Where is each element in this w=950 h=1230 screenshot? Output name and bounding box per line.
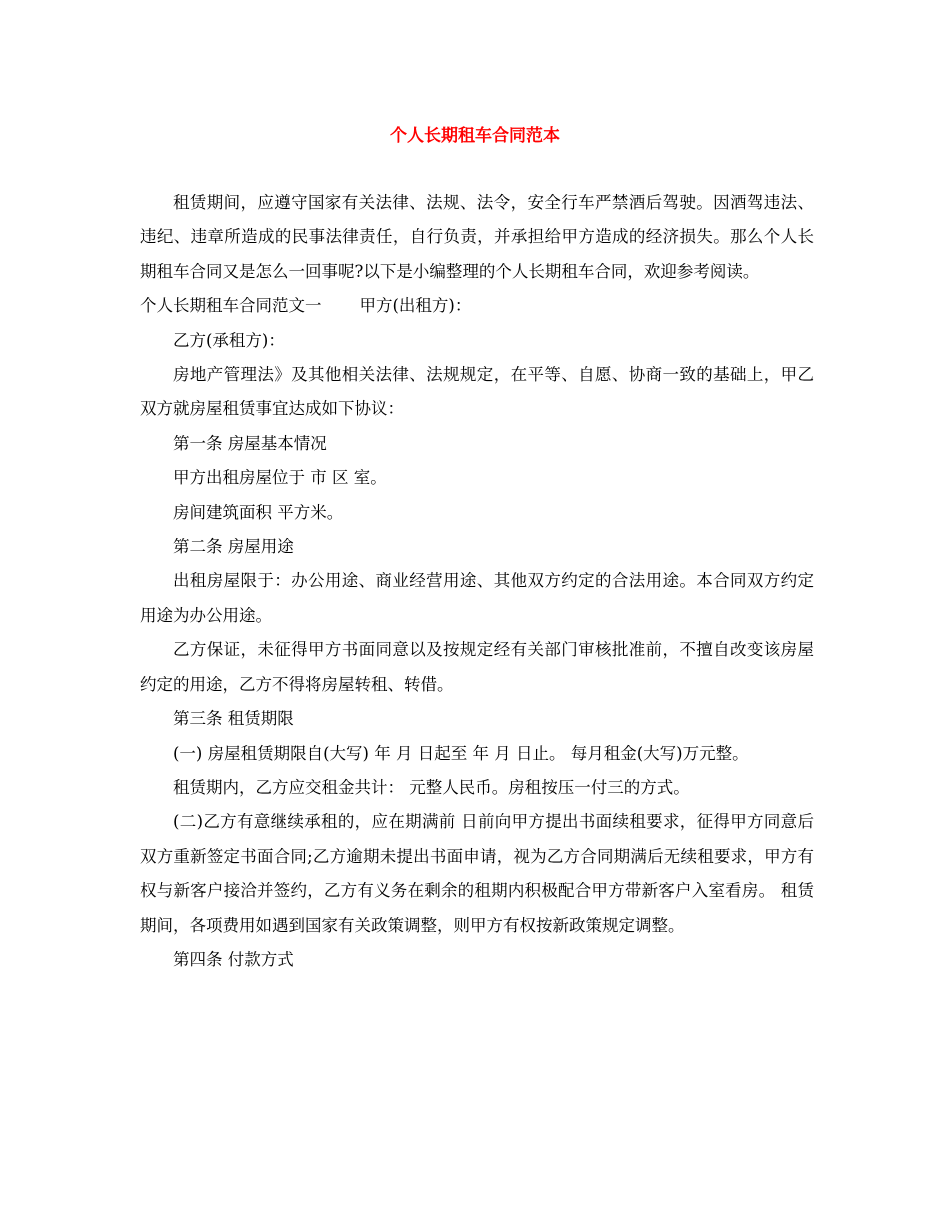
clause-text: 甲方出租房屋位于 市 区 室。 — [173, 468, 387, 488]
clause-heading-3: 第三条 租赁期限 — [173, 709, 294, 729]
document-title: 个人长期租车合同范本 — [390, 126, 560, 146]
clause-text: (一) 房屋租赁期限自(大写) 年 月 日起至 年 月 日止。 每月租金(大写)万元整。 — [173, 743, 749, 763]
sample-heading-line — [140, 289, 814, 323]
clause-text: 出租房屋限于：办公用途、商业经营用途、其他双方约定的合法用途。本合同双方约定用途为办公用途。 — [140, 571, 814, 625]
sample-heading: 个人长期租车合同范文一 — [140, 296, 322, 316]
clause-text: (二)乙方有意继续承租的，应在期满前 日前向甲方提出书面续租要求，征得甲方同意后双方重新签定书面合同;乙方逾期未提出书面申请，视为乙方合同期满后无续租要求，甲方有权与新客户接洽并签约，乙方有义务在剩余的租期内积极配合甲方带新客户入室看房。 租赁期间，各项费用如遇到国家有关政策调整，则甲方有权按新政策规定调整。 — [140, 812, 814, 935]
intro-paragraph: 租赁期间，应遵守国家有关法律、法规、法令，安全行车严禁酒后驾驶。因酒驾违法、违纪、违章所造成的民事法律责任，自行负责，并承担给甲方造成的经济损失。那么个人长期租车合同又是怎么一回事呢?以下是小编整理的个人长期租车合同，欢迎参考阅读。 — [140, 193, 814, 281]
clause-heading-1: 第一条 房屋基本情况 — [173, 433, 327, 453]
clause-heading-2: 第二条 房屋用途 — [173, 537, 294, 557]
party-b-label: 乙方(承租方)： — [173, 330, 285, 350]
clause-heading-4: 第四条 付款方式 — [173, 949, 294, 969]
document-body — [140, 186, 814, 977]
clause-preamble: 房地产管理法》及其他相关法律、法规规定，在平等、自愿、协商一致的基础上，甲乙双方就房屋租赁事宜达成如下协议： — [140, 365, 814, 419]
clause-text: 房间建筑面积 平方米。 — [173, 502, 344, 522]
clause-text: 乙方保证，未征得甲方书面同意以及按规定经有关部门审核批准前，不擅自改变该房屋约定的用途，乙方不得将房屋转租、转借。 — [140, 640, 814, 694]
clause-text: 租赁期内，乙方应交租金共计： 元整人民币。房租按压一付三的方式。 — [173, 777, 690, 797]
party-a-label: 甲方(出租方)： — [359, 296, 472, 316]
